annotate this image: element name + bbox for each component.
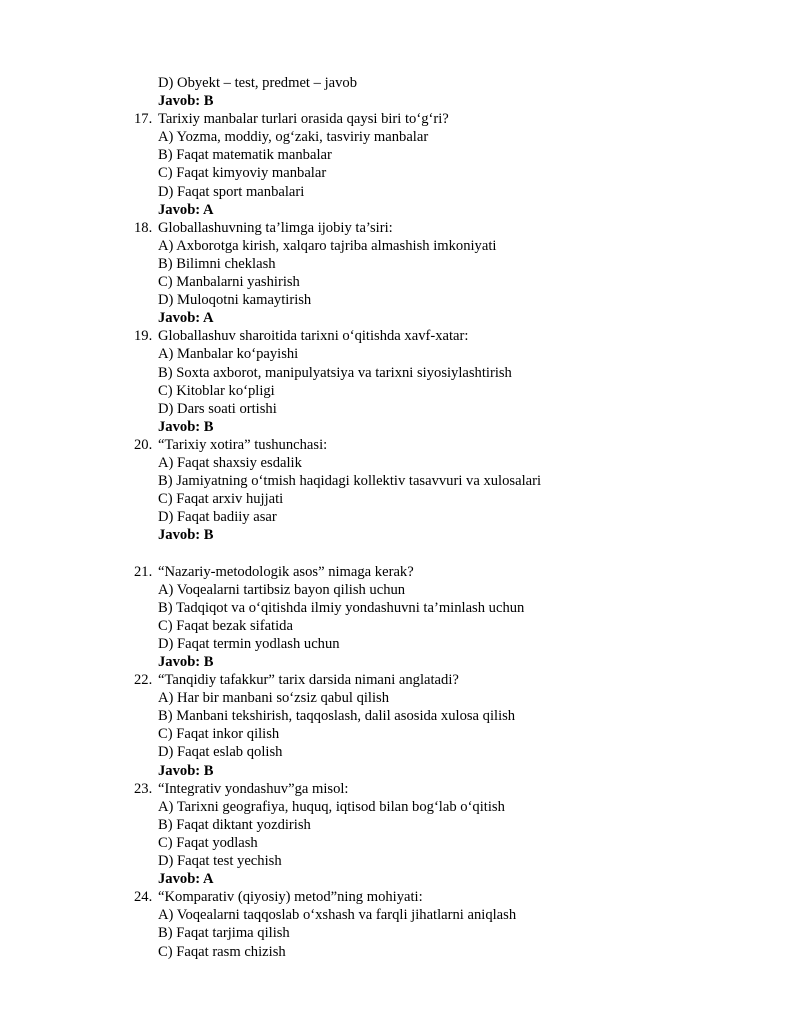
question-line	[134, 110, 694, 128]
question-number: 24.	[134, 889, 153, 906]
question-text: “Komparativ (qiyosiy) metod”ning mohiyati:	[158, 889, 423, 906]
question-item	[134, 436, 694, 545]
question-number: 19.	[134, 328, 153, 345]
answer-option: D) Faqat sport manbalari	[158, 183, 305, 200]
quiz-content	[134, 74, 694, 961]
answer-key: Javob: A	[158, 201, 214, 218]
answer-option: C) Faqat bezak sifatida	[158, 617, 293, 634]
answer-option: A) Yozma, moddiy, og‘zaki, tasviriy manbalar	[158, 129, 429, 146]
answer-option: D) Dars soati ortishi	[158, 400, 277, 417]
answer-option: C) Kitoblar ko‘pligi	[158, 382, 275, 399]
answer-option: A) Voqealarni tartibsiz bayon qilish uchun	[158, 581, 406, 598]
answer-option: B) Jamiyatning o‘tmish haqidagi kollektiv tasavvuri va xulosalari	[158, 473, 542, 490]
question-text: Globallashuvning ta’limga ijobiy ta’siri:	[158, 219, 393, 236]
question-number: 21.	[134, 563, 153, 580]
answer-option: B) Soxta axborot, manipulyatsiya va tarixni siyosiylashtirish	[158, 364, 512, 381]
answer-option: A) Har bir manbani so‘zsiz qabul qilish	[158, 690, 390, 707]
answer-option: D) Faqat test yechish	[158, 853, 282, 870]
question-number: 22.	[134, 672, 153, 689]
answer-option: D) Faqat eslab qolish	[158, 744, 283, 761]
answer-option: A) Axborotga kirish, xalqaro tajriba almashish imkoniyati	[158, 237, 497, 254]
answer-option: A) Tarixni geografiya, huquq, iqtisod bilan bog‘lab o‘qitish	[158, 798, 505, 815]
answer-option: A) Manbalar ko‘payishi	[158, 346, 299, 363]
answer-key: Javob: B	[158, 418, 214, 435]
question-item	[134, 888, 694, 960]
question-line	[134, 219, 694, 237]
answer-option: D) Muloqotni kamaytirish	[158, 292, 312, 309]
question-line	[134, 671, 694, 689]
question-line	[134, 780, 694, 798]
answer-option: C) Faqat kimyoviy manbalar	[158, 165, 327, 182]
answer-option: C) Faqat inkor qilish	[158, 726, 280, 743]
answer-key: Javob: A	[158, 310, 214, 327]
answer-option: B) Faqat matematik manbalar	[158, 147, 332, 164]
answer-key: Javob: B	[158, 762, 214, 779]
question-text: Globallashuv sharoitida tarixni o‘qitishda xavf-xatar:	[158, 328, 469, 345]
question-number: 20.	[134, 436, 153, 453]
answer-option: C) Faqat arxiv hujjati	[158, 491, 284, 508]
question-number: 18.	[134, 219, 153, 236]
question-list-a	[134, 110, 694, 544]
question-line	[134, 888, 694, 906]
answer-option: C) Faqat yodlash	[158, 834, 258, 851]
answer-option: B) Bilimni cheklash	[158, 255, 276, 272]
answer-key: Javob: B	[158, 527, 214, 544]
answer-option: C) Faqat rasm chizish	[158, 943, 286, 960]
question-text: “Integrativ yondashuv”ga misol:	[158, 780, 349, 797]
answer-key: Javob: A	[158, 871, 214, 888]
question-line	[134, 436, 694, 454]
answer-option: B) Faqat tarjima qilish	[158, 925, 290, 942]
answer-option: B) Faqat diktant yozdirish	[158, 816, 311, 833]
question-item	[134, 327, 694, 436]
question-item	[134, 110, 694, 219]
answer-option: B) Tadqiqot va o‘qitishda ilmiy yondashuvni ta’minlash uchun	[158, 599, 525, 616]
question-item	[134, 563, 694, 672]
question-number: 23.	[134, 780, 153, 797]
question-item	[134, 671, 694, 780]
question-list-b	[134, 563, 694, 961]
previous-question-tail	[134, 74, 694, 110]
answer-key: Javob: B	[158, 654, 214, 670]
blank-line	[134, 544, 694, 562]
question-line	[134, 327, 694, 345]
answer-option: D) Obyekt – test, predmet – javob	[158, 75, 357, 91]
question-number: 17.	[134, 111, 153, 128]
question-line	[134, 563, 694, 581]
question-item	[134, 780, 694, 889]
answer-key: Javob: B	[158, 93, 214, 110]
question-item	[134, 219, 694, 328]
answer-option: D) Faqat badiiy asar	[158, 509, 277, 526]
question-text: “Nazariy-metodologik asos” nimaga kerak?	[158, 563, 414, 580]
answer-option: D) Faqat termin yodlash uchun	[158, 635, 340, 652]
question-text: Tarixiy manbalar turlari orasida qaysi biri to‘g‘ri?	[158, 111, 449, 128]
answer-option: A) Faqat shaxsiy esdalik	[158, 454, 302, 471]
answer-option: B) Manbani tekshirish, taqqoslash, dalil asosida xulosa qilish	[158, 708, 516, 725]
question-text: “Tanqidiy tafakkur” tarix darsida nimani anglatadi?	[158, 672, 459, 689]
answer-option: A) Voqealarni taqqoslab o‘xshash va farqli jihatlarni aniqlash	[158, 907, 517, 924]
question-text: “Tarixiy xotira” tushunchasi:	[158, 436, 328, 453]
answer-option: C) Manbalarni yashirish	[158, 274, 300, 291]
